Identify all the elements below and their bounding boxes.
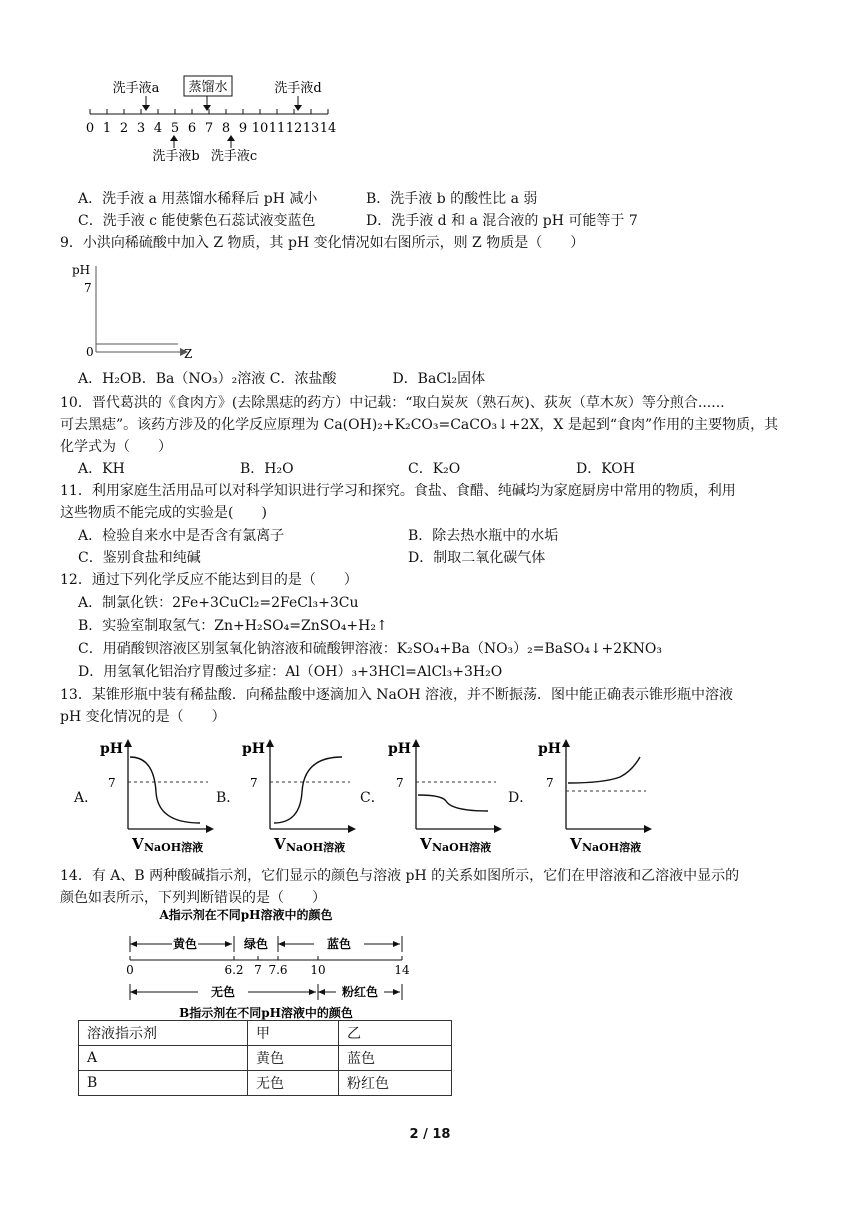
q11-option-d: D．制取二氧化碳气体 [408, 550, 546, 566]
q8-option-b: B．洗手液 b 的酸性比 a 弱 [366, 191, 538, 207]
q10-line1: 10．晋代葛洪的《食肉方》(去除黑痣的药方）中记载：“取白炭灰（熟石灰)、荻灰（草木灰）等分煎合...... [60, 395, 725, 411]
q13-ylabel: pH [100, 741, 124, 757]
q13-ylabel: pH [388, 741, 412, 757]
q12-option-b: B．实验室制取氢气：Zn+H₂SO₄=ZnSO₄+H₂↑ [78, 618, 388, 634]
q13-ylabel: pH [242, 741, 266, 757]
q14-figA-blue: 蓝色 [326, 937, 352, 951]
fig8-tick-label: 2 [119, 121, 129, 136]
q14-ticks [130, 956, 402, 960]
fig8-label-d: 洗手液d [274, 81, 322, 96]
table-header-cell: 溶液指示剂 [79, 1021, 248, 1046]
q13-graph-d [534, 737, 662, 855]
q13-ylabel: pH [538, 741, 562, 757]
q10-option-d: D．KOH [576, 461, 635, 477]
q13-xlabel: V [274, 835, 286, 853]
fig8-label-water: 蒸馏水 [188, 80, 228, 95]
q12-option-c: C．用硝酸钡溶液区别氢氧化钠溶液和硫酸钾溶液：K₂SO₄+Ba（NO₃）₂=BaSO₄↓+2KNO₃ [78, 641, 662, 657]
table-header-cell: 乙 [339, 1021, 452, 1046]
fig8-label-c: 洗手液c [210, 149, 258, 164]
q9-y7: 7 [84, 281, 92, 295]
q14-tick-2: 7 [254, 963, 262, 977]
q14-figB-none: 无色 [210, 985, 236, 999]
fig8-tick-label: 8 [221, 121, 231, 136]
q13-label-b: B． [216, 790, 241, 806]
q10-line2: 可去黑痣”。该药方涉及的化学反应原理为 Ca(OH)₂+K₂CO₃=CaCO₃↓+2X，X 是起到“食肉”作用的主要物质，其 [60, 417, 779, 433]
q13-y7: 7 [546, 776, 554, 790]
q14-tick-5: 14 [394, 963, 410, 977]
q14-tick-1: 6.2 [224, 963, 244, 977]
q11-line2: 这些物质不能完成的实验是( ) [60, 505, 267, 521]
q13-graph-c [384, 737, 512, 855]
q13-y7: 7 [396, 776, 404, 790]
q9-options: A．H₂OB．Ba（NO₃）₂溶液 C．浓盐酸 D．BaCl₂固体 [78, 371, 486, 387]
q14-indicator-table [78, 1020, 452, 1096]
table-cell: 蓝色 [339, 1046, 452, 1071]
q13-y7: 7 [250, 776, 258, 790]
q9-stem: 9．小洪向稀硫酸中加入 Z 物质，其 pH 变化情况如右图所示，则 Z 物质是（ ） [60, 235, 585, 251]
q13-label-a: A． [74, 790, 99, 806]
fig8-tick-label: 6 [187, 121, 197, 136]
table-header-cell: 甲 [248, 1021, 339, 1046]
q14-indicator-figure [118, 906, 414, 1022]
fig8-tick-label: 13 [302, 121, 320, 136]
q10-option-b: B．H₂O [240, 461, 294, 477]
fig8-tick-label: 4 [153, 121, 163, 136]
q14-line2: 颜色如表所示，下列判断错误的是（ ） [60, 890, 326, 906]
q14-figA-green: 绿色 [243, 937, 269, 951]
table-cell: 无色 [248, 1071, 339, 1096]
q13-line1: 13．某锥形瓶中装有稀盐酸．向稀盐酸中逐滴加入 NaOH 溶液，并不断振荡．图中能正确表示锥形瓶中溶液 [60, 687, 733, 703]
fig8-ticks [86, 109, 336, 136]
q13-label-d: D． [508, 790, 534, 806]
q13-xlabel-sub: NaOH溶液 [286, 841, 346, 854]
q13-label-c: C． [360, 790, 385, 806]
q10-option-a: A．KH [78, 461, 125, 477]
q9-y0: 0 [86, 345, 94, 359]
q14-figB-title: B指示剂在不同pH溶液中的颜色 [179, 1006, 353, 1020]
fig8-tick-label: 12 [285, 121, 303, 136]
q11-option-b: B．除去热水瓶中的水垢 [408, 528, 559, 544]
table-row [79, 1071, 452, 1096]
table-row [79, 1021, 452, 1046]
q8-ph-scale-figure [80, 72, 340, 164]
q13-xlabel: V [420, 835, 432, 853]
q11-option-c: C．鉴别食盐和纯碱 [78, 550, 201, 566]
page-number: 2 / 18 [409, 1127, 451, 1142]
fig8-tick-label: 11 [268, 121, 286, 136]
q12-stem: 12．通过下列化学反应不能达到目的是（ ） [60, 572, 358, 588]
q8-option-d: D．洗手液 d 和 a 混合液的 pH 可能等于 7 [366, 213, 638, 229]
table-cell: A [79, 1046, 248, 1071]
q13-xlabel: V [570, 835, 582, 853]
q14-figA-yellow: 黄色 [172, 937, 198, 951]
q9-ph-figure [70, 258, 200, 366]
q10-option-c: C．K₂O [408, 461, 461, 477]
q11-option-a: A．检验自来水中是否含有氯离子 [78, 528, 285, 544]
q13-xlabel-sub: NaOH溶液 [144, 841, 204, 854]
fig8-tick-label: 7 [204, 121, 214, 136]
q8-option-a: A．洗手液 a 用蒸馏水稀释后 pH 减小 [78, 191, 318, 207]
fig8-tick-label: 0 [85, 121, 95, 136]
q14-tick-3: 7.6 [268, 963, 288, 977]
fig8-tick-label: 5 [170, 121, 180, 136]
q12-option-a: A．制氯化铁：2Fe+3CuCl₂=2FeCl₃+3Cu [78, 595, 359, 611]
q12-option-d: D．用氢氧化铝治疗胃酸过多症：Al（OH）₃+3HCl=AlCl₃+3H₂O [78, 664, 503, 680]
fig8-tick-label: 14 [319, 121, 337, 136]
q13-xlabel-sub: NaOH溶液 [582, 841, 642, 854]
q9-xlabel: Z [184, 347, 193, 361]
q8-option-c: C．洗手液 c 能使紫色石蕊试液变蓝色 [78, 213, 316, 229]
q13-y7: 7 [108, 776, 116, 790]
fig8-tick-label: 1 [102, 121, 112, 136]
table-row [79, 1046, 452, 1071]
fig8-tick-label: 3 [136, 121, 146, 136]
q14-figA-title: A指示剂在不同pH溶液中的颜色 [159, 908, 333, 922]
q10-line3: 化学式为（ ） [60, 439, 172, 455]
q13-graph-b [238, 737, 366, 855]
table-cell: B [79, 1071, 248, 1096]
q13-xlabel-sub: NaOH溶液 [432, 841, 492, 854]
q14-figB-pink: 粉红色 [341, 985, 379, 999]
q13-xlabel: V [132, 835, 144, 853]
q13-graph-a [96, 737, 224, 855]
q14-line1: 14．有 A、B 两种酸碱指示剂，它们显示的颜色与溶液 pH 的关系如图所示，它们在甲溶液和乙溶液中显示的 [60, 868, 740, 884]
table-cell: 粉红色 [339, 1071, 452, 1096]
q11-line1: 11．利用家庭生活用品可以对科学知识进行学习和探究。食盐、食醋、纯碱均为家庭厨房中常用的物质，利用 [60, 483, 736, 499]
table-cell: 黄色 [248, 1046, 339, 1071]
q14-tick-0: 0 [126, 963, 134, 977]
q14-tick-4: 10 [310, 963, 326, 977]
q13-line2: pH 变化情况的是（ ） [60, 709, 226, 725]
fig8-label-b: 洗手液b [152, 149, 200, 164]
fig8-label-a: 洗手液a [112, 81, 160, 96]
fig8-tick-label: 9 [238, 121, 248, 136]
fig8-tick-label: 10 [251, 121, 269, 136]
q9-ylabel: pH [72, 263, 91, 277]
